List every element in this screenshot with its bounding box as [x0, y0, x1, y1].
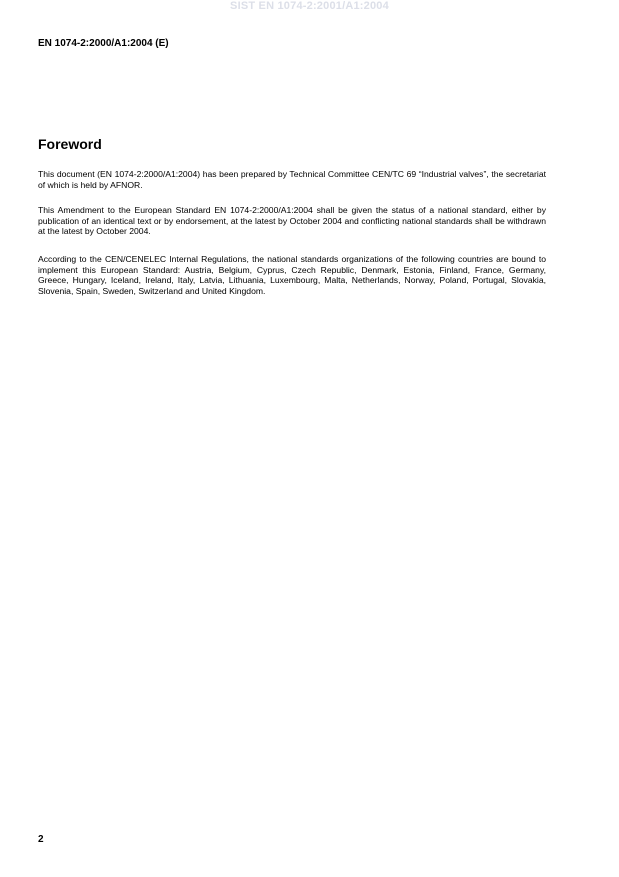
foreword-title: Foreword — [38, 136, 102, 152]
foreword-paragraph-1: This document (EN 1074-2:2000/A1:2004) has been prepared by Technical Committee CEN/TC 69 “Industrial valves”, the secretariat of which is held by AFNOR. — [38, 169, 546, 190]
foreword-paragraph-2: This Amendment to the European Standard EN 1074-2:2000/A1:2004 shall be given the status of a national standard, either by publication of an identical text or by endorsement, at the latest by October 2004 and conflicting national standards shall be withdrawn at the latest by October 2004. — [38, 205, 546, 237]
watermark: SIST EN 1074-2:2001/A1:2004 — [230, 0, 389, 12]
page-number: 2 — [38, 834, 44, 845]
foreword-paragraph-3: According to the CEN/CENELEC Internal Regulations, the national standards organizations of the following countries are bound to implement this European Standard: Austria, Belgium, Cyprus, Czech Republic, Denmark, Estonia, Finland, France, Germany, Greece, Hungary, Iceland, Ireland, Italy, Latvia, Lithuania, Luxembourg, Malta, Netherlands, Norway, Poland, Portugal, Slovakia, Slovenia, Spain, Sweden, Switzerland and United Kingdom. — [38, 254, 546, 296]
document-reference-header: EN 1074-2:2000/A1:2004 (E) — [38, 38, 169, 49]
